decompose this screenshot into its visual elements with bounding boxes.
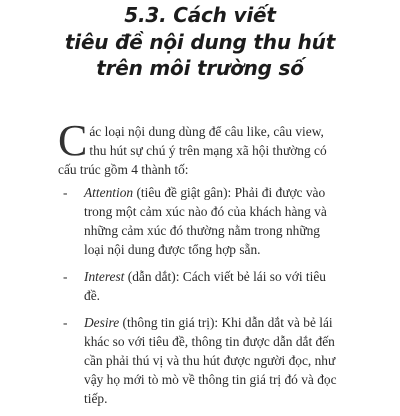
list-item-desire <box>60 313 360 408</box>
list-line: trong một cảm xúc nào đó của khách hàng và <box>84 204 327 219</box>
list-line: tiếp. <box>84 391 108 406</box>
section-heading <box>40 2 360 82</box>
list-line: (thông tin giá trị): Khi dẫn dắt và bẻ lái <box>119 315 333 330</box>
term-interest: Interest <box>84 269 125 284</box>
list-line: cần phải thú vị và thu hút được người đọc, như <box>84 353 336 368</box>
list-dash: - <box>63 185 68 200</box>
list-line: (tiêu đề giật gân): Phải đi được vào <box>133 185 326 200</box>
heading-line-3: trên môi trường số <box>96 56 304 80</box>
list-line: khác so với tiêu đề, thông tin được dẫn dắt đến <box>84 334 335 349</box>
drop-cap: C <box>58 116 88 165</box>
intro-paragraph <box>58 116 358 179</box>
list-line: (dẫn dắt): Cách viết bẻ lái so với tiêu <box>124 269 326 284</box>
term-attention: Attention <box>84 185 134 200</box>
intro-line-2: thu hút sự chú ý trên mạng xã hội thường có <box>89 143 327 158</box>
list-item-interest <box>60 267 360 305</box>
list-line: vậy họ mới tò mò về thông tin giá trị đó và đọc <box>84 372 337 387</box>
term-desire: Desire <box>84 315 120 330</box>
list-dash: - <box>63 315 68 330</box>
heading-line-2: tiêu đề nội dung thu hút <box>64 29 336 54</box>
intro-line-3: cấu trúc gồm 4 thành tố: <box>58 162 189 177</box>
list-line: đề. <box>84 288 100 303</box>
component-list <box>60 183 360 416</box>
list-line: loại nội dung được tổng hợp sẵn. <box>84 242 261 257</box>
list-dash: - <box>63 269 68 284</box>
intro-line-1: ác loại nội dung dùng để câu like, câu view, <box>89 124 324 139</box>
list-item-attention <box>60 183 360 259</box>
heading-line-1: 5.3. Cách viết <box>124 3 276 27</box>
list-line: những cảm xúc đó thường nằm trong những <box>84 223 321 238</box>
